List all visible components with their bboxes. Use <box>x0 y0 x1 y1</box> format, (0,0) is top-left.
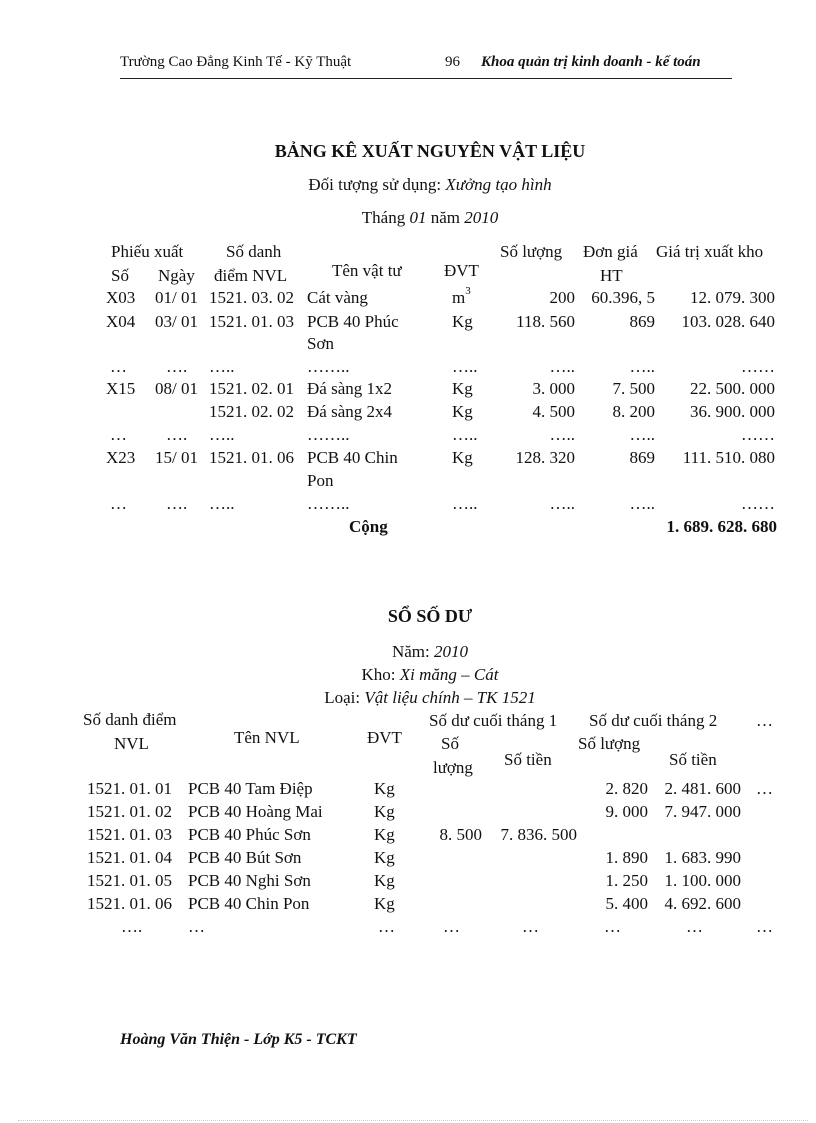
table2-loai-label: Loại: <box>324 688 361 707</box>
t1-cell-so: … <box>110 357 127 376</box>
t1-cell-ten: …….. <box>307 425 350 444</box>
footer-author: Hoàng Văn Thiện - Lớp K5 - TCKT <box>120 1031 357 1048</box>
t2-cell-more: … <box>756 917 773 936</box>
t1-cell-gt: 12. 079. 300 <box>690 288 775 307</box>
t1-header-so-luong: Số lượng <box>500 242 563 261</box>
t1-cell-gt: …… <box>741 494 775 513</box>
t1-cell-gt: 111. 510. 080 <box>682 448 775 467</box>
t1-cell-gt: 22. 500. 000 <box>690 379 775 398</box>
t2-cell-st2: 1. 100. 000 <box>664 871 741 890</box>
t1-cell-so: X15 <box>106 379 136 398</box>
t1-header-so-danh-1: Số danh <box>226 242 282 261</box>
t2-cell-sl2: 5. 400 <box>605 894 648 913</box>
t1-cell-gt: …… <box>741 357 775 376</box>
t1-cell-ten: …….. <box>307 494 350 513</box>
t1-cell-ngay: …. <box>166 357 188 376</box>
t1-header-dvt: ĐVT <box>444 261 479 280</box>
t1-header-ngay: Ngày <box>158 266 195 285</box>
t2-cell-sl1: 8. 500 <box>439 825 482 844</box>
t1-cell-dg: 60.396, 5 <box>591 288 655 307</box>
t2-cell-st2: 7. 947. 000 <box>664 802 741 821</box>
table2-kho <box>0 666 816 683</box>
t1-cell-dvt: ….. <box>452 494 478 513</box>
t1-cell-dvt: Kg <box>452 379 473 398</box>
t2-cell-ten: PCB 40 Chin Pon <box>188 894 310 913</box>
t1-cell-ma: 1521. 03. 02 <box>209 288 294 307</box>
table1-year-value: 2010 <box>464 208 499 227</box>
t1-cell-ten: Cát vàng <box>307 288 368 307</box>
t2-header-so-luong-b: lượng <box>433 758 473 777</box>
t2-cell-ma: 1521. 01. 06 <box>87 894 172 913</box>
t1-cell-dvt <box>452 285 471 307</box>
t2-cell-dvt: Kg <box>374 894 395 913</box>
t2-cell-st2: 4. 692. 600 <box>664 894 741 913</box>
t1-cell-so: … <box>110 494 127 513</box>
t2-cell-st1: 7. 836. 500 <box>500 825 577 844</box>
t1-dvt-base: m <box>452 288 466 307</box>
t1-cell-dvt: Kg <box>452 448 473 467</box>
t1-cell-ten: …….. <box>307 357 350 376</box>
t1-cell-ngay: 03/ 01 <box>155 312 198 331</box>
table2-year <box>0 643 816 660</box>
t2-header-month2: Số dư cuối tháng 2 <box>589 711 718 730</box>
t1-cell-sl: 200 <box>549 288 575 307</box>
t1-cell-dg: 8. 200 <box>612 402 655 421</box>
t1-cell-dvt: Kg <box>452 402 473 421</box>
t2-cell-sl1: … <box>443 917 460 936</box>
t2-cell-ten: PCB 40 Phúc Sơn <box>188 825 311 844</box>
t1-cell-so: X23 <box>106 448 136 467</box>
t2-cell-ma: 1521. 01. 04 <box>87 848 172 867</box>
t2-cell-st2: … <box>686 917 703 936</box>
t2-cell-dvt: Kg <box>374 779 395 798</box>
t1-cell-so: … <box>110 425 127 444</box>
table2-year-value: 2010 <box>434 642 469 661</box>
t1-cell-so: X04 <box>106 312 136 331</box>
t2-cell-sl2: 2. 820 <box>605 779 648 798</box>
t1-cell-dvt: ….. <box>452 357 478 376</box>
t2-cell-ten: PCB 40 Hoàng Mai <box>188 802 323 821</box>
t2-cell-ten: PCB 40 Tam Điệp <box>188 779 313 798</box>
t1-cell-so: X03 <box>106 288 136 307</box>
table1-period <box>0 209 816 226</box>
t2-cell-ma: 1521. 01. 02 <box>87 802 172 821</box>
t1-cell-ngay: 15/ 01 <box>155 448 198 467</box>
t2-cell-ten: PCB 40 Nghi Sơn <box>188 871 311 890</box>
t2-cell-dvt: Kg <box>374 825 395 844</box>
t1-cell-dg: 869 <box>629 448 655 467</box>
t1-cell-sl: 4. 500 <box>532 402 575 421</box>
t2-header-so-luong-a: Số <box>441 734 459 753</box>
t2-header-month1: Số dư cuối tháng 1 <box>429 711 558 730</box>
t2-cell-st2: 2. 481. 600 <box>664 779 741 798</box>
t2-cell-st2: 1. 683. 990 <box>664 848 741 867</box>
t2-cell-ten: PCB 40 Bút Sơn <box>188 848 302 867</box>
table2-year-label: Năm: <box>391 642 430 661</box>
t1-cell-ten: PCB 40 Chin <box>307 448 398 467</box>
t1-cell-ten: Đá sàng 1x2 <box>307 379 392 398</box>
table1-title: BẢNG KÊ XUẤT NGUYÊN VẬT LIỆU <box>274 141 586 161</box>
t1-header-so-danh-2: điểm NVL <box>214 266 288 285</box>
t2-header-dvt: ĐVT <box>367 728 402 747</box>
table2-kho-value: Xi măng – Cát <box>399 665 499 684</box>
t1-cell-dg: 7. 500 <box>612 379 655 398</box>
t2-cell-sl2: … <box>604 917 621 936</box>
table1-month-word: Tháng <box>361 208 406 227</box>
t1-cell-ma: 1521. 01. 06 <box>209 448 294 467</box>
t1-cell-dg: ….. <box>629 425 655 444</box>
t2-cell-dvt: Kg <box>374 871 395 890</box>
t2-cell-ma: 1521. 01. 01 <box>87 779 172 798</box>
table1-year-word: năm <box>430 208 460 227</box>
t1-cell-gt: …… <box>741 425 775 444</box>
t2-cell-dvt: Kg <box>374 848 395 867</box>
table1-subject <box>0 176 816 193</box>
header-school: Trường Cao Đẳng Kinh Tế - Kỹ Thuật <box>120 54 352 70</box>
t2-cell-dvt: … <box>378 917 395 936</box>
t1-cell-gt: 36. 900. 000 <box>690 402 775 421</box>
table1-subject-label: Đối tượng sử dụng: <box>308 175 442 194</box>
t1-header-don-gia-1: Đơn giá <box>583 242 638 261</box>
t1-cell-dvt: ….. <box>452 425 478 444</box>
t2-cell-ma: 1521. 01. 05 <box>87 871 172 890</box>
t2-cell-sl2: 1. 890 <box>605 848 648 867</box>
t1-header-don-gia-2: HT <box>600 266 623 285</box>
t1-cell-ma: 1521. 01. 03 <box>209 312 294 331</box>
t1-cell-dvt: Kg <box>452 312 473 331</box>
t2-header-so-luong-full: Số lượng <box>578 734 641 753</box>
t1-cell-sl: ….. <box>549 357 575 376</box>
t1-cell-sl: ….. <box>549 494 575 513</box>
t1-cell-sl: 118. 560 <box>516 312 575 331</box>
t2-header-so-tien: Số tiền <box>504 750 552 769</box>
table2-loai-value: Vật liệu chính – TK 1521 <box>364 688 536 707</box>
header-rule <box>120 78 732 79</box>
t2-header-so-danh-2: NVL <box>114 734 149 753</box>
t1-dvt-sup: 3 <box>465 285 471 298</box>
t2-cell-dvt: Kg <box>374 802 395 821</box>
t1-cell-ten-line2: Sơn <box>307 334 334 353</box>
t1-header-ten-vat-tu: Tên vật tư <box>332 261 402 280</box>
table1-subject-value: Xưởng tạo hình <box>445 175 552 194</box>
t1-cell-dg: 869 <box>629 312 655 331</box>
t1-cell-ngay: 08/ 01 <box>155 379 198 398</box>
t2-cell-more: … <box>756 779 773 798</box>
t1-cell-ma: ….. <box>209 357 235 376</box>
page-bottom-rule <box>18 1120 808 1121</box>
t2-cell-sl2: 1. 250 <box>605 871 648 890</box>
t1-cell-ma: ….. <box>209 494 235 513</box>
page-number: 96 <box>445 54 460 70</box>
t1-cell-ma: ….. <box>209 425 235 444</box>
t1-cell-sl: 3. 000 <box>532 379 575 398</box>
t1-total-label: Cộng <box>349 517 388 536</box>
t2-header-ellipsis: … <box>756 711 773 730</box>
t1-header-so: Số <box>111 266 129 285</box>
t1-cell-ngay: 01/ 01 <box>155 288 198 307</box>
t2-cell-st1: … <box>522 917 539 936</box>
t1-cell-ngay: …. <box>166 494 188 513</box>
table1-month-value: 01 <box>409 208 427 227</box>
t1-total-value: 1. 689. 628. 680 <box>666 517 777 536</box>
t1-header-phieu-xuat: Phiếu xuất <box>111 242 184 261</box>
t2-cell-ma: …. <box>121 917 143 936</box>
table2-kho-label: Kho: <box>361 665 396 684</box>
t2-cell-sl2: 9. 000 <box>605 802 648 821</box>
table2-loai <box>0 689 816 706</box>
t1-cell-ngay: …. <box>166 425 188 444</box>
t2-header-so-tien2: Số tiền <box>669 750 717 769</box>
table2-title: SỔ SỐ DƯ <box>387 606 473 626</box>
t1-cell-ten-line2: Pon <box>307 471 334 490</box>
t2-cell-ma: 1521. 01. 03 <box>87 825 172 844</box>
t1-header-gia-tri: Giá trị xuất kho <box>656 242 764 261</box>
t1-cell-sl: 128. 320 <box>515 448 575 467</box>
t2-cell-ten: … <box>188 917 205 936</box>
header-department: Khoa quản trị kinh doanh - kế toán <box>481 54 701 70</box>
t1-cell-ten: Đá sàng 2x4 <box>307 402 392 421</box>
t2-header-so-danh-1: Số danh điểm <box>83 710 177 729</box>
t1-cell-dg: ….. <box>629 357 655 376</box>
t1-cell-gt: 103. 028. 640 <box>681 312 775 331</box>
t1-cell-ten: PCB 40 Phúc <box>307 312 399 331</box>
t1-cell-dg: ….. <box>629 494 655 513</box>
t1-cell-ma: 1521. 02. 01 <box>209 379 294 398</box>
t2-header-ten: Tên NVL <box>234 728 300 747</box>
t1-cell-ma: 1521. 02. 02 <box>209 402 294 421</box>
t1-cell-sl: ….. <box>549 425 575 444</box>
